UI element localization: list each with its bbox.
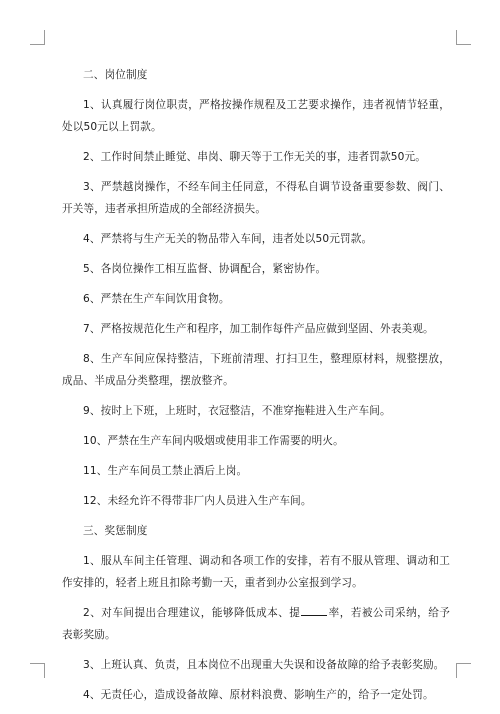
crop-mark-top-right bbox=[456, 30, 471, 45]
rule-item: 9、按时上下班，上班时，衣冠整洁，不准穿拖鞋进入生产车间。 bbox=[83, 405, 391, 417]
crop-mark-top-left bbox=[30, 30, 45, 45]
rule-item: 11、生产车间员工禁止酒后上岗。 bbox=[83, 465, 248, 477]
rule-item: 10、严禁在生产车间内吸烟或使用非工作需要的明火。 bbox=[83, 435, 344, 447]
rule-item: 5、各岗位操作工相互监督、协调配合，紧密协作。 bbox=[83, 263, 327, 275]
rule-item: 8、生产车间应保持整洁，下班前清理、打扫卫生，整理原材料，规整摆放，成品、半成品分类整理，摆放整齐。 bbox=[62, 353, 450, 387]
rule-item: 12、未经允许不得带非厂内人员进入生产车间。 bbox=[83, 495, 312, 507]
document-body bbox=[62, 64, 450, 714]
section-heading-post-rules: 二、岗位制度 bbox=[83, 69, 148, 81]
reward-item-text-after-blank: 率，若被公司采纳，给予表彰奖励。 bbox=[62, 607, 450, 641]
rule-item: 4、严禁将与生产无关的物品带入车间，违者处以50元罚款。 bbox=[83, 233, 373, 245]
reward-item-text-before-blank: 2、对车间提出合理建议，能够降低成本、提 bbox=[83, 607, 301, 619]
section-heading-rewards-penalties: 三、奖惩制度 bbox=[83, 525, 148, 537]
crop-mark-bottom-right bbox=[456, 663, 471, 678]
reward-item bbox=[62, 602, 450, 646]
rule-item: 7、严格按规范化生产和程序，加工制作每件产品应做到坚固、外表美观。 bbox=[83, 323, 434, 335]
reward-item: 1、服从车间主任管理、调动和各项工作的安排，若有不服从管理、调动和工作安排的，轻者上班且扣除考勤一天，重者到办公室报到学习。 bbox=[62, 555, 450, 589]
crop-mark-bottom-left bbox=[30, 663, 45, 678]
rule-item: 3、严禁越岗操作，不经车间主任同意，不得私自调节设备重要参数、阀门、开关等，违者承担所造成的全部经济损失。 bbox=[62, 181, 450, 215]
rule-item: 2、工作时间禁止睡觉、串岗、聊天等于工作无关的事，违者罚款50元。 bbox=[83, 151, 426, 163]
reward-item: 3、上班认真、负责，且本岗位不出现重大失误和设备故障的给予表彰奖励。 bbox=[83, 659, 445, 671]
rule-item: 6、严禁在生产车间饮用食物。 bbox=[83, 293, 230, 305]
rule-item: 1、认真履行岗位职责，严格按操作规程及工艺要求操作，违者视情节轻重，处以50元以上罚款。 bbox=[62, 99, 450, 133]
reward-item: 4、无责任心，造成设备故障、原材料浪费、影响生产的，给予一定处罚。 bbox=[83, 689, 434, 701]
fill-in-blank bbox=[301, 604, 327, 616]
